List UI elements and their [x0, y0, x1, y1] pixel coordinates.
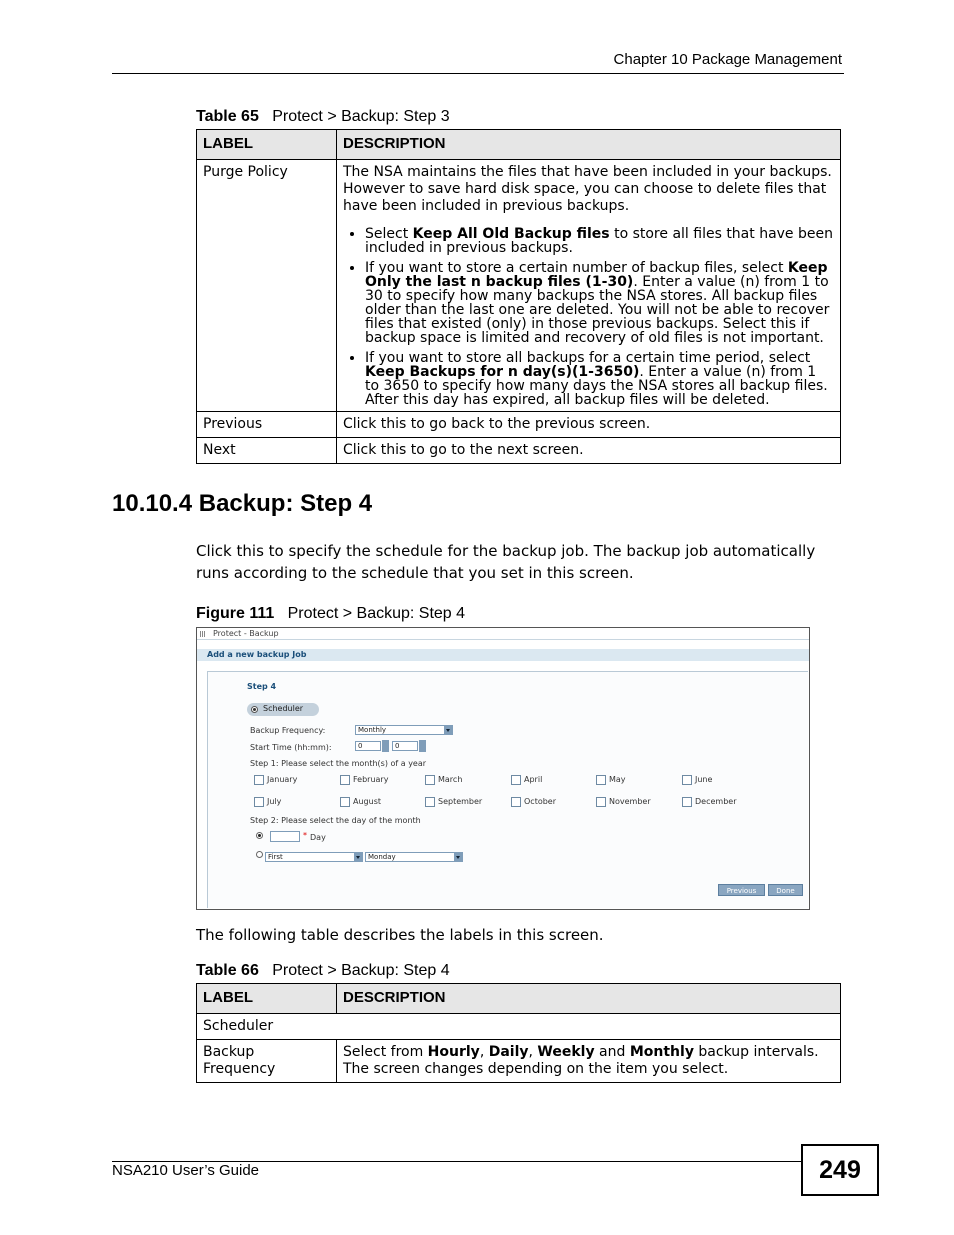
bold-term: Hourly: [427, 1044, 480, 1060]
ordinal-select[interactable]: [265, 852, 363, 862]
text: ,: [479, 1044, 489, 1060]
minute-value: 0: [395, 742, 400, 750]
text: . Enter a value (n) from 1 to 30 to specify how many backups the NSA stores. All backup files older than the last one are deleted. You will not be able to recover files that existed (only) in those previous backups. Select this if backup space is limited and recovery of old files is not important.: [365, 274, 830, 346]
figure-caption-text: Protect > Backup: Step 4: [287, 605, 466, 622]
table-header-row: [197, 984, 841, 1014]
month-label-july: July: [267, 797, 282, 806]
column-header-label: LABEL: [197, 984, 337, 1014]
month-checkbox-june[interactable]: [682, 775, 692, 785]
purge-intro: The NSA maintains the files that have been included in your backups. However to save hard disk space, you can choose to delete files that have been included in previous backups.: [343, 164, 832, 214]
frequency-value: Monthly: [358, 726, 387, 734]
following-text: The following table describes the labels in this screen.: [196, 926, 604, 944]
month-checkbox-october[interactable]: [511, 797, 521, 807]
month-checkbox-november[interactable]: [596, 797, 606, 807]
chevron-down-icon: [354, 853, 362, 861]
row-description-purge-policy: [337, 160, 841, 412]
row-description-backup-frequency: [337, 1040, 841, 1083]
month-checkbox-february[interactable]: [340, 775, 350, 785]
table-65-caption: [196, 108, 450, 126]
bold-term: Keep Only the last n backup files (1-30): [365, 260, 828, 290]
text: to store all files that have been included in previous backups.: [365, 226, 833, 256]
required-mark: *: [303, 831, 307, 840]
previous-button[interactable]: Previous: [718, 884, 765, 896]
section-heading: 10.10.4 Backup: Step 4: [112, 490, 373, 517]
month-checkbox-september[interactable]: [425, 797, 435, 807]
bold-term: Daily: [488, 1044, 529, 1060]
month-label-september: September: [438, 797, 483, 806]
step2-label: Step 2: Please select the day of the month: [250, 816, 421, 825]
text: Select: [365, 226, 413, 242]
day-label: Day: [310, 833, 326, 842]
figure-caption: [196, 605, 465, 623]
scheduler-icon: [251, 706, 258, 713]
done-button[interactable]: Done: [768, 884, 803, 896]
bold-term: Keep All Old Backup files: [412, 226, 610, 242]
frequency-select[interactable]: [355, 725, 453, 735]
hour-spinner[interactable]: [382, 740, 389, 752]
row-label-next: Next: [197, 438, 337, 464]
day-input[interactable]: [270, 831, 300, 842]
ordinal-value: First: [268, 853, 283, 861]
month-label-november: November: [609, 797, 651, 806]
table-65-caption-label: Table 65: [196, 108, 259, 125]
row-description-next: Click this to go to the next screen.: [337, 438, 841, 464]
table-header-row: [197, 130, 841, 160]
month-label-august: August: [353, 797, 381, 806]
text: and: [594, 1044, 630, 1060]
scheduler-tab[interactable]: [247, 703, 319, 716]
day-radio[interactable]: [256, 832, 263, 839]
job-title: Add a new backup Job: [207, 650, 307, 659]
bold-term: Keep Backups for n day(s)(1-3650): [365, 364, 640, 380]
job-title-bar: [197, 649, 809, 661]
month-checkbox-march[interactable]: [425, 775, 435, 785]
bold-term: Monthly: [629, 1044, 694, 1060]
table-65: [196, 129, 841, 464]
frequency-label: Backup Frequency:: [250, 726, 326, 735]
weekday-radio[interactable]: [256, 851, 263, 858]
window-title: Protect - Backup: [213, 629, 279, 638]
weekday-value: Monday: [368, 853, 396, 861]
table-65-caption-text: Protect > Backup: Step 3: [272, 108, 450, 125]
table-66: [196, 983, 841, 1083]
month-checkbox-may[interactable]: [596, 775, 606, 785]
table-66-caption: [196, 962, 450, 980]
table-row: [197, 160, 841, 412]
table-row: [197, 438, 841, 464]
section-intro: Click this to specify the schedule for the backup job. The backup job automatically runs according to the schedule that you set in this screen.: [196, 542, 816, 582]
figure-caption-label: Figure 111: [196, 605, 275, 622]
text: If you want to store all backups for a certain time period, select: [365, 350, 811, 366]
step-title: Step 4: [247, 682, 277, 691]
figure-screenshot: [196, 627, 810, 910]
row-label-purge-policy: Purge Policy: [197, 160, 337, 412]
text: backup intervals. The screen changes depending on the item you select.: [343, 1044, 819, 1077]
row-label-previous: Previous: [197, 412, 337, 438]
month-checkbox-august[interactable]: [340, 797, 350, 807]
list-item: [365, 227, 834, 255]
table-row: [197, 412, 841, 438]
list-item: [365, 351, 834, 407]
bold-term: Weekly: [537, 1044, 595, 1060]
month-checkbox-january[interactable]: [254, 775, 264, 785]
footer-guide-title: NSA210 User’s Guide: [112, 1162, 260, 1179]
chevron-down-icon: [454, 853, 462, 861]
text: . Enter a value (n) from 1 to 3650 to specify how many days the NSA stores all backup files. After this day has expired, all backup files will be deleted.: [365, 364, 828, 408]
month-label-june: June: [695, 775, 713, 784]
title-divider: [197, 639, 809, 640]
row-scheduler: Scheduler: [197, 1014, 841, 1040]
chapter-header: Chapter 10 Package Management: [613, 51, 842, 68]
table-row: [197, 1014, 841, 1040]
row-label-backup-frequency: Backup Frequency: [197, 1040, 337, 1083]
start-time-label: Start Time (hh:mm):: [250, 743, 332, 752]
text: Select from: [343, 1044, 428, 1060]
hour-input[interactable]: [355, 741, 381, 751]
column-header-label: LABEL: [197, 130, 337, 160]
scheduler-label: Scheduler: [263, 704, 304, 713]
month-label-march: March: [438, 775, 463, 784]
month-label-may: May: [609, 775, 626, 784]
month-checkbox-december[interactable]: [682, 797, 692, 807]
month-label-january: January: [267, 775, 298, 784]
step1-label: Step 1: Please select the month(s) of a year: [250, 759, 427, 768]
table-66-caption-text: Protect > Backup: Step 4: [272, 962, 450, 979]
month-checkbox-july[interactable]: [254, 797, 264, 807]
text: ,: [528, 1044, 538, 1060]
purge-options-list: [343, 227, 834, 407]
minute-input[interactable]: [392, 741, 418, 751]
table-row: [197, 1040, 841, 1083]
month-checkbox-april[interactable]: [511, 775, 521, 785]
weekday-select[interactable]: [365, 852, 463, 862]
column-header-description: DESCRIPTION: [337, 130, 841, 160]
grip-icon: [200, 631, 206, 637]
row-description-previous: Click this to go back to the previous screen.: [337, 412, 841, 438]
chevron-down-icon: [444, 726, 452, 734]
month-label-december: December: [695, 797, 737, 806]
hour-value: 0: [358, 742, 363, 750]
header-rule: [112, 73, 844, 74]
month-label-april: April: [524, 775, 543, 784]
month-label-february: February: [353, 775, 389, 784]
column-header-description: DESCRIPTION: [337, 984, 841, 1014]
list-item: [365, 261, 834, 345]
month-label-october: October: [524, 797, 557, 806]
minute-spinner[interactable]: [419, 740, 426, 752]
text: If you want to store a certain number of backup files, select: [365, 260, 788, 276]
table-66-caption-label: Table 66: [196, 962, 259, 979]
page-number: 249: [801, 1144, 879, 1196]
